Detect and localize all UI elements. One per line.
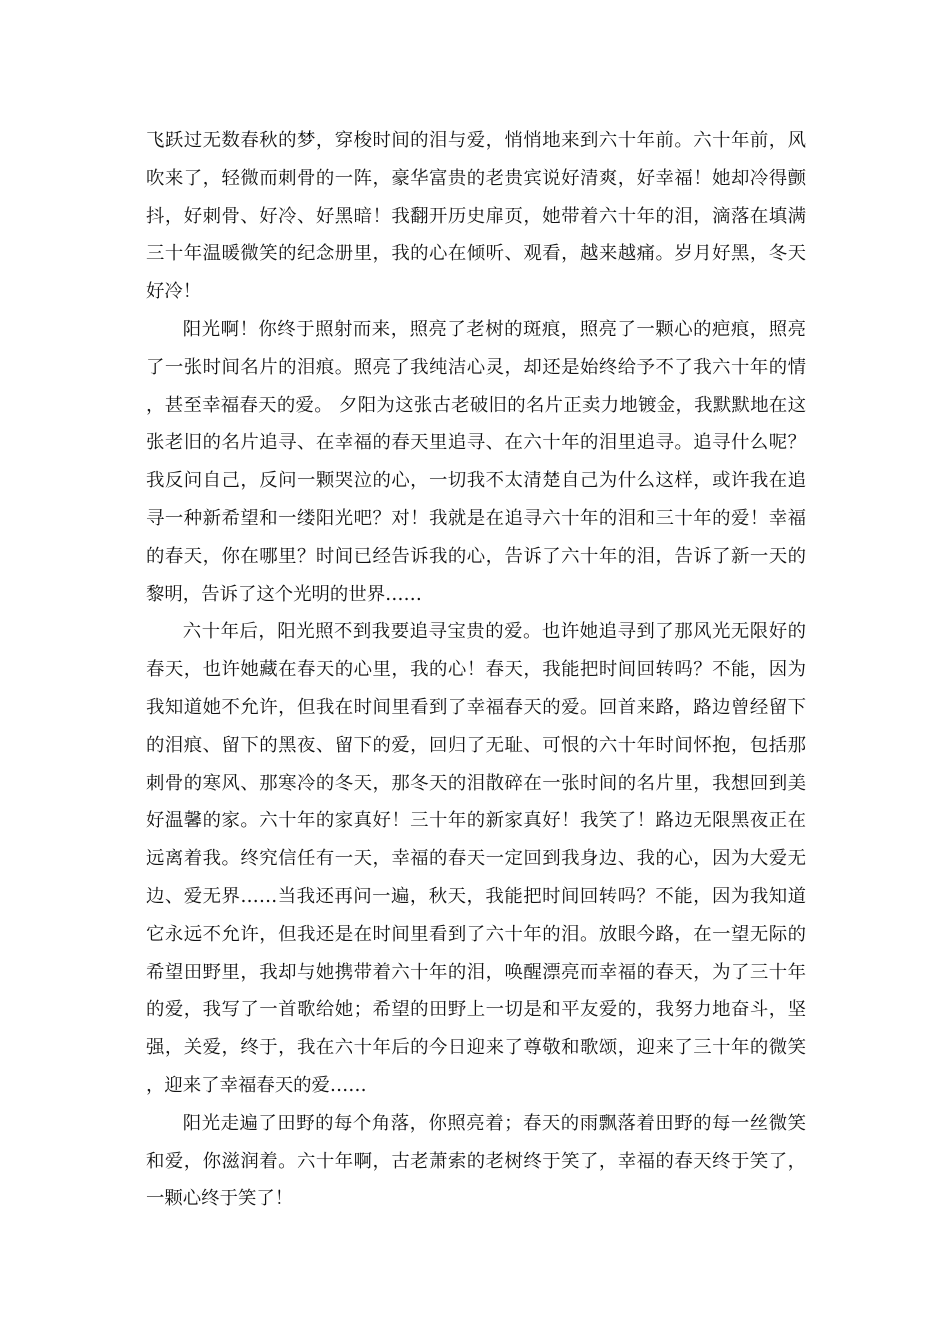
paragraph-2: 阳光啊！你终于照射而来，照亮了老树的斑痕，照亮了一颗心的疤痕，照亮了一张时间名片的泪痕。照亮了我纯洁心灵，却还是始终给予不了我六十年的情，甚至幸福春天的爱。 夕阳为这张古老破旧的名片正卖力地镀金，我默默地在这张老旧的名片追寻、在幸福的春天里追寻、在六十年的泪里追寻。追寻什么呢？我反问自己，反问一颗哭泣的心，一切我不太清楚自己为什么这样，或许我在追寻一种新希望和一缕阳光吧？对！我就是在追寻六十年的泪和三十年的爱！幸福的春天，你在哪里？时间已经告诉我的心，告诉了六十年的泪，告诉了新一天的黎明，告诉了这个光明的世界…… [146, 318, 806, 605]
paragraph-1: 飞跃过无数春秋的梦，穿梭时间的泪与爱，悄悄地来到六十年前。六十年前，风吹来了，轻微而刺骨的一阵，豪华富贵的老贵宾说好清爽，好幸福！她却冷得颤抖，好刺骨、好冷、好黑暗！我翻开历史扉页，她带着六十年的泪，滴落在填满三十年温暖微笑的纪念册里，我的心在倾听、观看，越来越痛。岁月好黑，冬天好冷！ [146, 130, 806, 303]
paragraph-3: 六十年后，阳光照不到我要追寻宝贵的爱。也许她追寻到了那风光无限好的春天，也许她藏在春天的心里，我的心！春天，我能把时间回转吗？不能，因为我知道她不允许，但我在时间里看到了幸福春天的爱。回首来路，路边曾经留下的泪痕、留下的黑夜、留下的爱，回归了无耻、可恨的六十年时间怀抱，包括那刺骨的寒风、那寒冷的冬天，那冬天的泪散碎在一张时间的名片里，我想回到美好温馨的家。六十年的家真好！三十年的新家真好！我笑了！路边无限黑夜正在远离着我。终究信任有一天，幸福的春天一定回到我身边、我的心，因为大爱无边、爱无界……当我还再问一遍，秋天，我能把时间回转吗？不能，因为我知道它永远不允许，但我还是在时间里看到了六十年的泪。放眼今路，在一望无际的希望田野里，我却与她携带着六十年的泪，唤醒漂亮而幸福的春天，为了三十年的爱，我写了一首歌给她；希望的田野上一切是和平友爱的，我努力地奋斗，坚强，关爱，终于，我在六十年后的今日迎来了尊敬和歌颂，迎来了三十年的微笑，迎来了幸福春天的爱…… [146, 621, 806, 1096]
document-body [146, 122, 806, 1218]
paragraph-4: 阳光走遍了田野的每个角落，你照亮着；春天的雨飘落着田野的每一丝微笑和爱，你滋润着。六十年啊，古老萧索的老树终于笑了，幸福的春天终于笑了，一颗心终于笑了！ [146, 1112, 806, 1210]
